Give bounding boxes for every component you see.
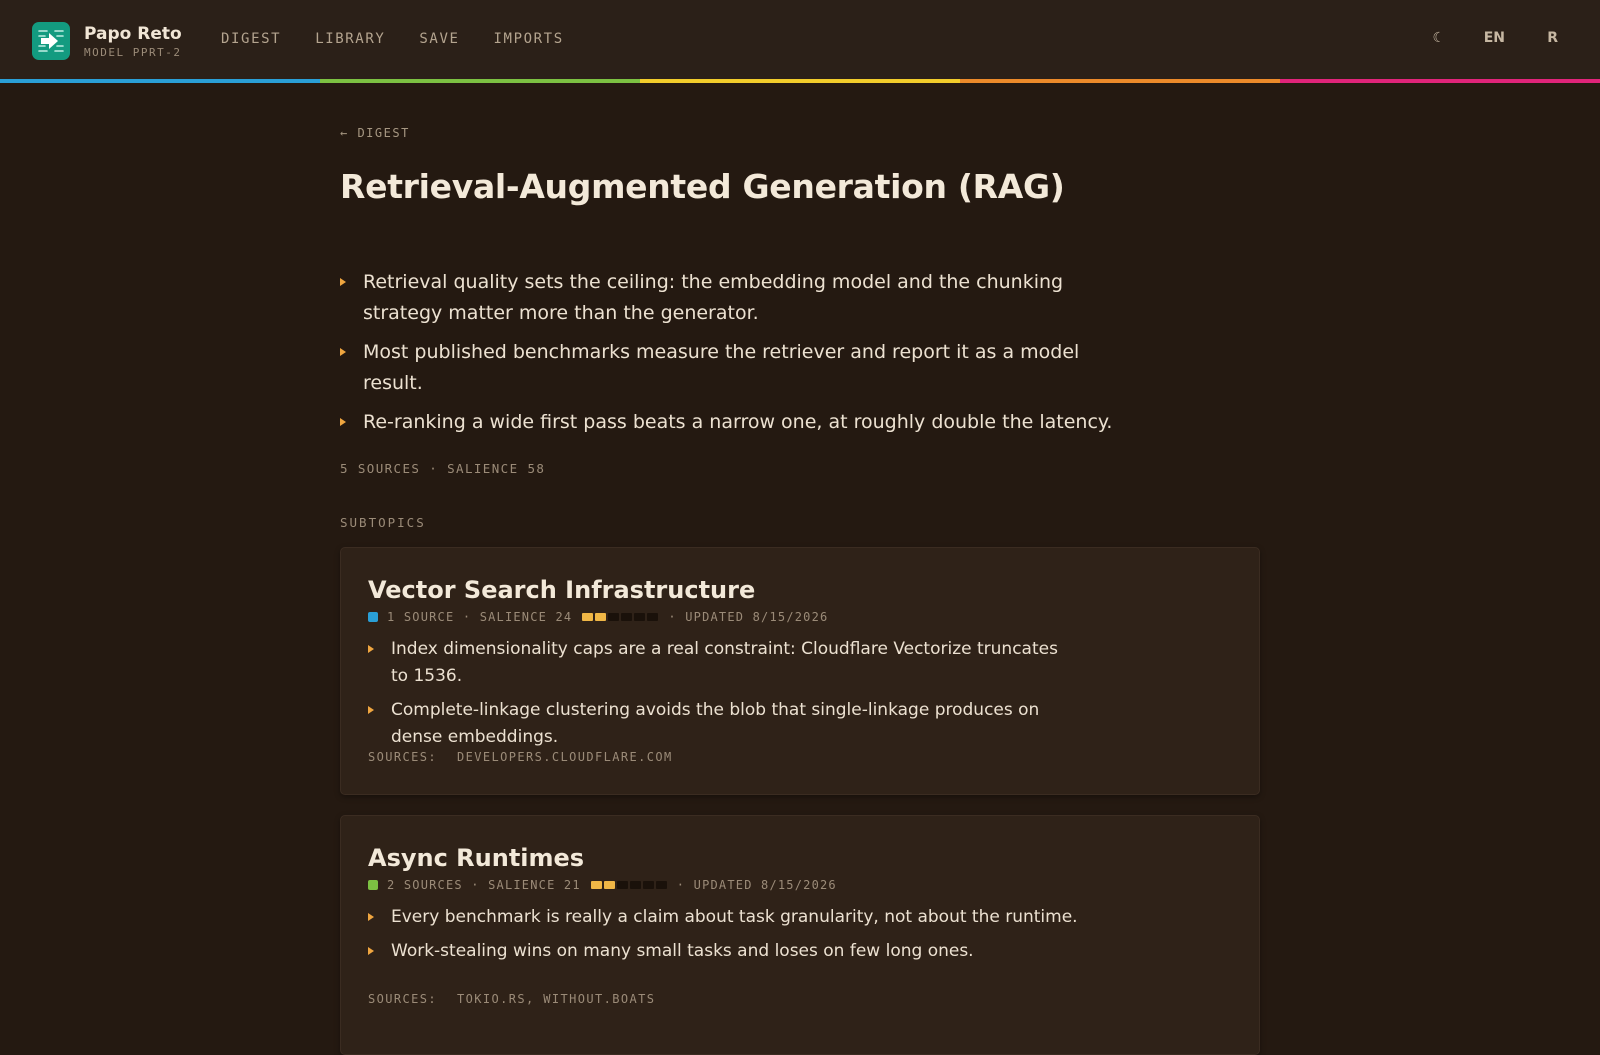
subtopic-color-dot	[368, 880, 378, 890]
list-item	[368, 697, 1078, 751]
salience-segment	[591, 881, 602, 889]
subtopic-sources	[368, 992, 655, 1006]
bullet-text: Most published benchmarks measure the retriever and report it as a model result.	[363, 341, 1080, 394]
topic-meta: 5 SOURCES · SALIENCE 58	[340, 461, 546, 476]
subtopic-title[interactable]: Async Runtimes	[368, 844, 585, 872]
theme-toggle-moon-icon[interactable]: ☾	[1432, 30, 1445, 46]
meta-separator: ·	[676, 878, 694, 892]
bullet-text: Work-stealing wins on many small tasks and loses on few long ones.	[391, 941, 974, 961]
salience-segment	[582, 613, 593, 621]
main-nav	[221, 31, 564, 47]
source-link[interactable]: DEVELOPERS.CLOUDFLARE.COM	[457, 750, 673, 764]
subtopic-salience: SALIENCE 21	[488, 878, 581, 892]
bullet-text: Every benchmark is really a claim about task granularity, not about the runtime.	[391, 907, 1078, 927]
sources-label: SOURCES:	[368, 992, 437, 1006]
salience-segment	[595, 613, 606, 621]
rainbow-segment	[640, 79, 960, 83]
top-bar	[0, 0, 1600, 80]
list-item	[368, 904, 1078, 931]
bullet-triangle-icon	[340, 278, 346, 286]
rainbow-segment	[960, 79, 1280, 83]
salience-segment	[604, 881, 615, 889]
topic-summary-list	[340, 267, 1120, 446]
bullet-text: Index dimensionality caps are a real constraint: Cloudflare Vectorize truncates to 1536.	[391, 639, 1058, 686]
salience-segment	[647, 613, 658, 621]
back-to-digest-link[interactable]: ← DIGEST	[340, 126, 410, 140]
list-item	[368, 636, 1078, 690]
nav-library[interactable]: LIBRARY	[315, 31, 386, 47]
bullet-triangle-icon	[368, 947, 374, 955]
arrow-list-icon	[36, 26, 66, 56]
bullet-triangle-icon	[368, 913, 374, 921]
rainbow-divider	[0, 79, 1600, 83]
subtopic-bullet-list	[368, 636, 1078, 758]
subtopic-salience: SALIENCE 24	[479, 610, 573, 624]
salience-segment	[630, 881, 641, 889]
salience-meter	[591, 881, 667, 889]
app-name: Papo Reto	[84, 24, 182, 44]
subtopic-meta	[368, 610, 828, 624]
subtopic-updated: UPDATED 8/15/2026	[693, 878, 837, 892]
app-model: MODEL PPRT-2	[84, 46, 182, 59]
language-button[interactable]: EN	[1483, 30, 1505, 46]
meta-separator: ·	[454, 610, 480, 624]
sources-label: SOURCES:	[368, 750, 437, 764]
salience-meter	[582, 613, 658, 621]
subtopic-sources	[368, 750, 673, 764]
bullet-triangle-icon	[368, 706, 374, 714]
bullet-text: Re-ranking a wide first pass beats a narrow one, at roughly double the latency.	[363, 411, 1113, 433]
bullet-text: Complete-linkage clustering avoids the blob that single-linkage produces on dense embeddings.	[391, 700, 1040, 747]
subtopic-color-dot	[368, 612, 378, 622]
subtopic-meta	[368, 878, 837, 892]
nav-save[interactable]: SAVE	[419, 31, 460, 47]
source-link[interactable]: TOKIO.RS, WITHOUT.BOATS	[457, 992, 656, 1006]
list-item	[340, 267, 1120, 329]
list-item	[340, 337, 1120, 399]
salience-segment	[617, 881, 628, 889]
user-avatar[interactable]: R	[1547, 30, 1558, 46]
bullet-triangle-icon	[368, 645, 374, 653]
subtopics-heading: SUBTOPICS	[340, 515, 426, 530]
rainbow-segment	[0, 79, 320, 83]
subtopic-source-count: 2 SOURCES	[387, 878, 463, 892]
meta-separator: ·	[462, 878, 489, 892]
bullet-text: Retrieval quality sets the ceiling: the embedding model and the chunking strategy matter more than the generator.	[363, 271, 1064, 324]
nav-digest[interactable]: DIGEST	[221, 31, 282, 47]
salience-segment	[656, 881, 667, 889]
bullet-triangle-icon	[340, 348, 346, 356]
list-item	[368, 938, 1078, 965]
app-logo-icon[interactable]	[32, 22, 70, 60]
salience-segment	[608, 613, 619, 621]
rainbow-segment	[1280, 79, 1600, 83]
meta-separator: ·	[668, 610, 686, 624]
subtopic-title[interactable]: Vector Search Infrastructure	[368, 576, 756, 604]
bullet-triangle-icon	[340, 418, 346, 426]
salience-segment	[621, 613, 632, 621]
list-item	[340, 407, 1120, 438]
subtopic-source-count: 1 SOURCE	[387, 610, 455, 624]
rainbow-segment	[320, 79, 640, 83]
subtopic-bullet-list	[368, 904, 1078, 972]
subtopic-card[interactable]	[340, 815, 1260, 1055]
page-title: Retrieval-Augmented Generation (RAG)	[340, 167, 1065, 206]
salience-segment	[634, 613, 645, 621]
salience-segment	[643, 881, 654, 889]
subtopic-updated: UPDATED 8/15/2026	[685, 610, 829, 624]
nav-imports[interactable]: IMPORTS	[493, 31, 564, 47]
subtopic-card[interactable]	[340, 547, 1260, 795]
